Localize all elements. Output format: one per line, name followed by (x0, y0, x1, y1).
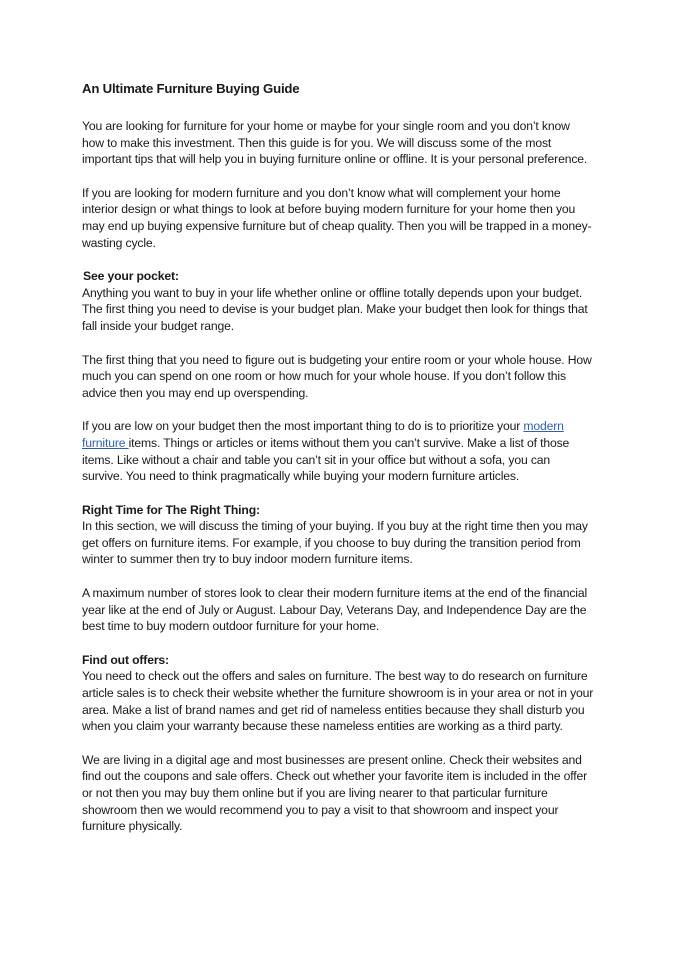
section-find-out-offers (82, 652, 594, 835)
page-title: An Ultimate Furniture Buying Guide (82, 81, 300, 96)
document-page (82, 80, 594, 852)
section-paragraph: The first thing that you need to figure out is budgeting your entire room or your whole house. How much you can spend on one room or how much for your whole house. If you don’t follow this advice then you may end up overspending. (82, 352, 592, 400)
modern-furniture-link[interactable]: modern furniture (82, 419, 564, 450)
link-paragraph-after: items. Things or articles or items without them you can’t survive. Make a list of those items. Like without a chair and table you can’t sit in your office but without a sofa, you can survive. You need to think pragmatically while buying your modern furniture articles. (82, 435, 570, 484)
link-paragraph-before: If you are low on your budget then the most important thing to do is to prioritize your (82, 419, 524, 434)
intro-paragraph-1: You are looking for furniture for your home or maybe for your single room and you don’t know how to make this investment. Then this guide is for you. We will discuss some of the most important tips that will help you in buying furniture online or offline. It is your personal preference. (82, 119, 588, 167)
section-heading: Find out offers: (82, 652, 169, 667)
intro-paragraph-2: If you are looking for modern furniture and you don’t know what will complement your home interior design or what things to look at before buying modern furniture for your home then you may end up buying expensive furniture but of cheap quality. Then you will be trapped in a money-wasting cycle. (82, 185, 592, 250)
section-heading: Right Time for The Right Thing: (82, 502, 260, 517)
section-paragraph: In this section, we will discuss the timing of your buying. If you buy at the right time then you may get offers on furniture items. For example, if you choose to buy during the transition period from winter to summer then try to buy indoor modern furniture items. (82, 519, 588, 567)
section-paragraph: Anything you want to buy in your life whether online or offline totally depends upon your budget. The first thing you need to devise is your budget plan. Make your budget then look for things that fall inside your budget range. (82, 285, 588, 333)
section-paragraph-with-link (82, 418, 594, 484)
section-paragraph: You need to check out the offers and sales on furniture. The best way to do research on furniture article sales is to check their website whether the furniture showroom is in your area or not in your area. Make a list of brand names and get rid of nameless entities because they shall disturb you when you claim your warranty because these nameless entities are working as a third party. (82, 669, 594, 734)
section-see-your-pocket (82, 268, 594, 485)
section-right-time (82, 502, 594, 635)
section-paragraph: We are living in a digital age and most businesses are present online. Check their websites and find out the coupons and sale offers. Check out whether your favorite item is included in the offer or not then you may buy them online but if you are living nearer to that particular furniture showroom then we would recommend you to pay a visit to that showroom and inspect your furniture physically. (82, 752, 588, 834)
section-paragraph: A maximum number of stores look to clear their modern furniture items at the end of the financial year like at the end of July or August. Labour Day, Veterans Day, and Independence Day are the best time to buy modern outdoor furniture for your home. (82, 586, 588, 634)
section-heading: See your pocket: (83, 269, 179, 284)
